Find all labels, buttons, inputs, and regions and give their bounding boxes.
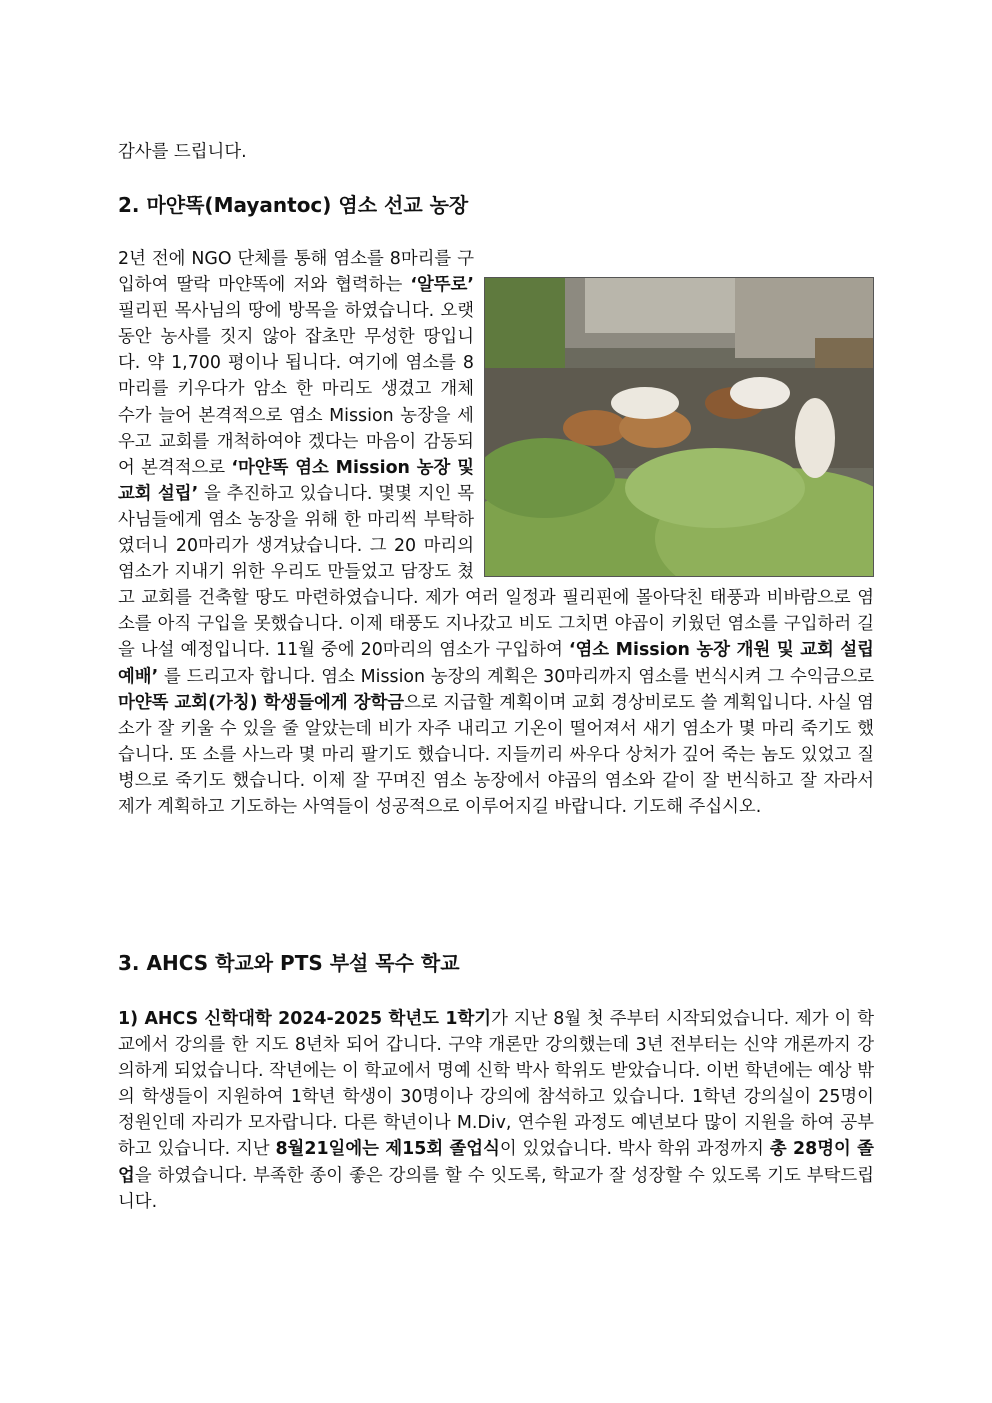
section2-body — [118, 246, 874, 820]
intro-closing-line: 감사를 드립니다. — [118, 142, 247, 162]
section3-body — [118, 1006, 874, 1215]
goats-photo — [484, 277, 874, 577]
section3-paragraph: 1) AHCS 신학대학 2024-2025 학년도 1학기가 지난 8월 첫 주부터 시작되었습니다. 제가 이 학교에서 강의를 한 지도 8년차 되어 갑니다. 구약 개론만 강의했는데 3년 전부터는 신약 개론까지 강의하게 되었습니다. 작년에는 이 학교에서 명예 신학 박사 학위도 받았습니다. 이번 학년에는 예상 밖의 학생들이 지원하여 1학년 학생이 30명이나 강의에 참석하고 있습니다. 1학년 강의실이 25명이 정원인데 자리가 모자랍니다. 다른 학년이나 M.Div, 연수원 과정도 예년보다 많이 지원을 하여 공부하고 있습니다. 지난 8월21일에는 제15회 졸업식이 있었습니다. 박사 학위 과정까지 총 28명이 졸업을 하였습니다. 부족한 종이 좋은 강의를 할 수 잇도록, 학교가 잘 성장할 수 있도록 기도 부탁드립니다. — [118, 1009, 874, 1212]
section2-heading: 2. 마얀똑(Mayantoc) 염소 선교 농장 — [118, 193, 469, 217]
section2-paragraph: 2년 전에 NGO 단체를 통해 염소를 8마리를 구입하여 딸락 마얀똑에 저와 협력하는 ‘알뚜로’ 필리핀 목사님의 땅에 방목을 하였습니다. 오랫 동안 농사를 짓지 않아 잡초만 무성한 땅입니다. 약 1,700 평이나 됩니다. 여기에 염소를 8마리를 키우다가 암소 한 마리도 생겼고 개체 수가 늘어 본격적으로 염소 Mission 농장을 세우고 교회를 개척하여야 겠다는 마음이 감동되어 본격적으로 ‘마얀똑 염소 Mission 농장 및 교회 설립’ 을 추진하고 있습니다. 몇몇 지인 목사님들에게 염소 농장을 위해 한 마리씩 부탁하였더니 20마리가 생겨났습니다. 그 20 마리의 염소가 지내기 위한 우리도 만들었고 담장도 쳤고 교회를 건축할 땅도 마련하였습니다. 제가 여러 일정과 필리핀에 몰아닥친 태풍과 비바람으로 염소를 아직 구입을 못했습니다. 이제 태풍도 지나갔고 비도 그치면 야곱이 키웠던 염소를 구입하러 길을 나설 예정입니다. 11월 중에 20마리의 염소가 구입하여 ‘염소 Mission 농장 개원 및 교회 설립 예배’ 를 드리고자 합니다. 염소 Mission 농장의 계획은 30마리까지 염소를 번식시켜 그 수익금으로 마얀똑 교회(가칭) 학생들에게 장학금으로 지급할 계획이며 교회 경상비로도 쓸 계획입니다. 사실 염소가 잘 키울 수 있을 줄 알았는데 비가 자주 내리고 기온이 떨어져서 새기 염소가 몇 마리 죽기도 했습니다. 또 소를 사느라 몇 마리 팔기도 했습니다. 지들끼리 싸우다 상처가 깊어 죽는 놈도 있었고 질병으로 죽기도 했습니다. 이제 잘 꾸며진 염소 농장에서 야곱의 염소와 같이 잘 번식하고 잘 자라서 제가 계획하고 기도하는 사역들이 성공적으로 이루어지길 바랍니다. 기도해 주십시오. — [118, 249, 874, 817]
section3-heading: 3. AHCS 학교와 PTS 부설 목수 학교 — [118, 951, 460, 975]
goats-photo-icon — [485, 278, 873, 576]
